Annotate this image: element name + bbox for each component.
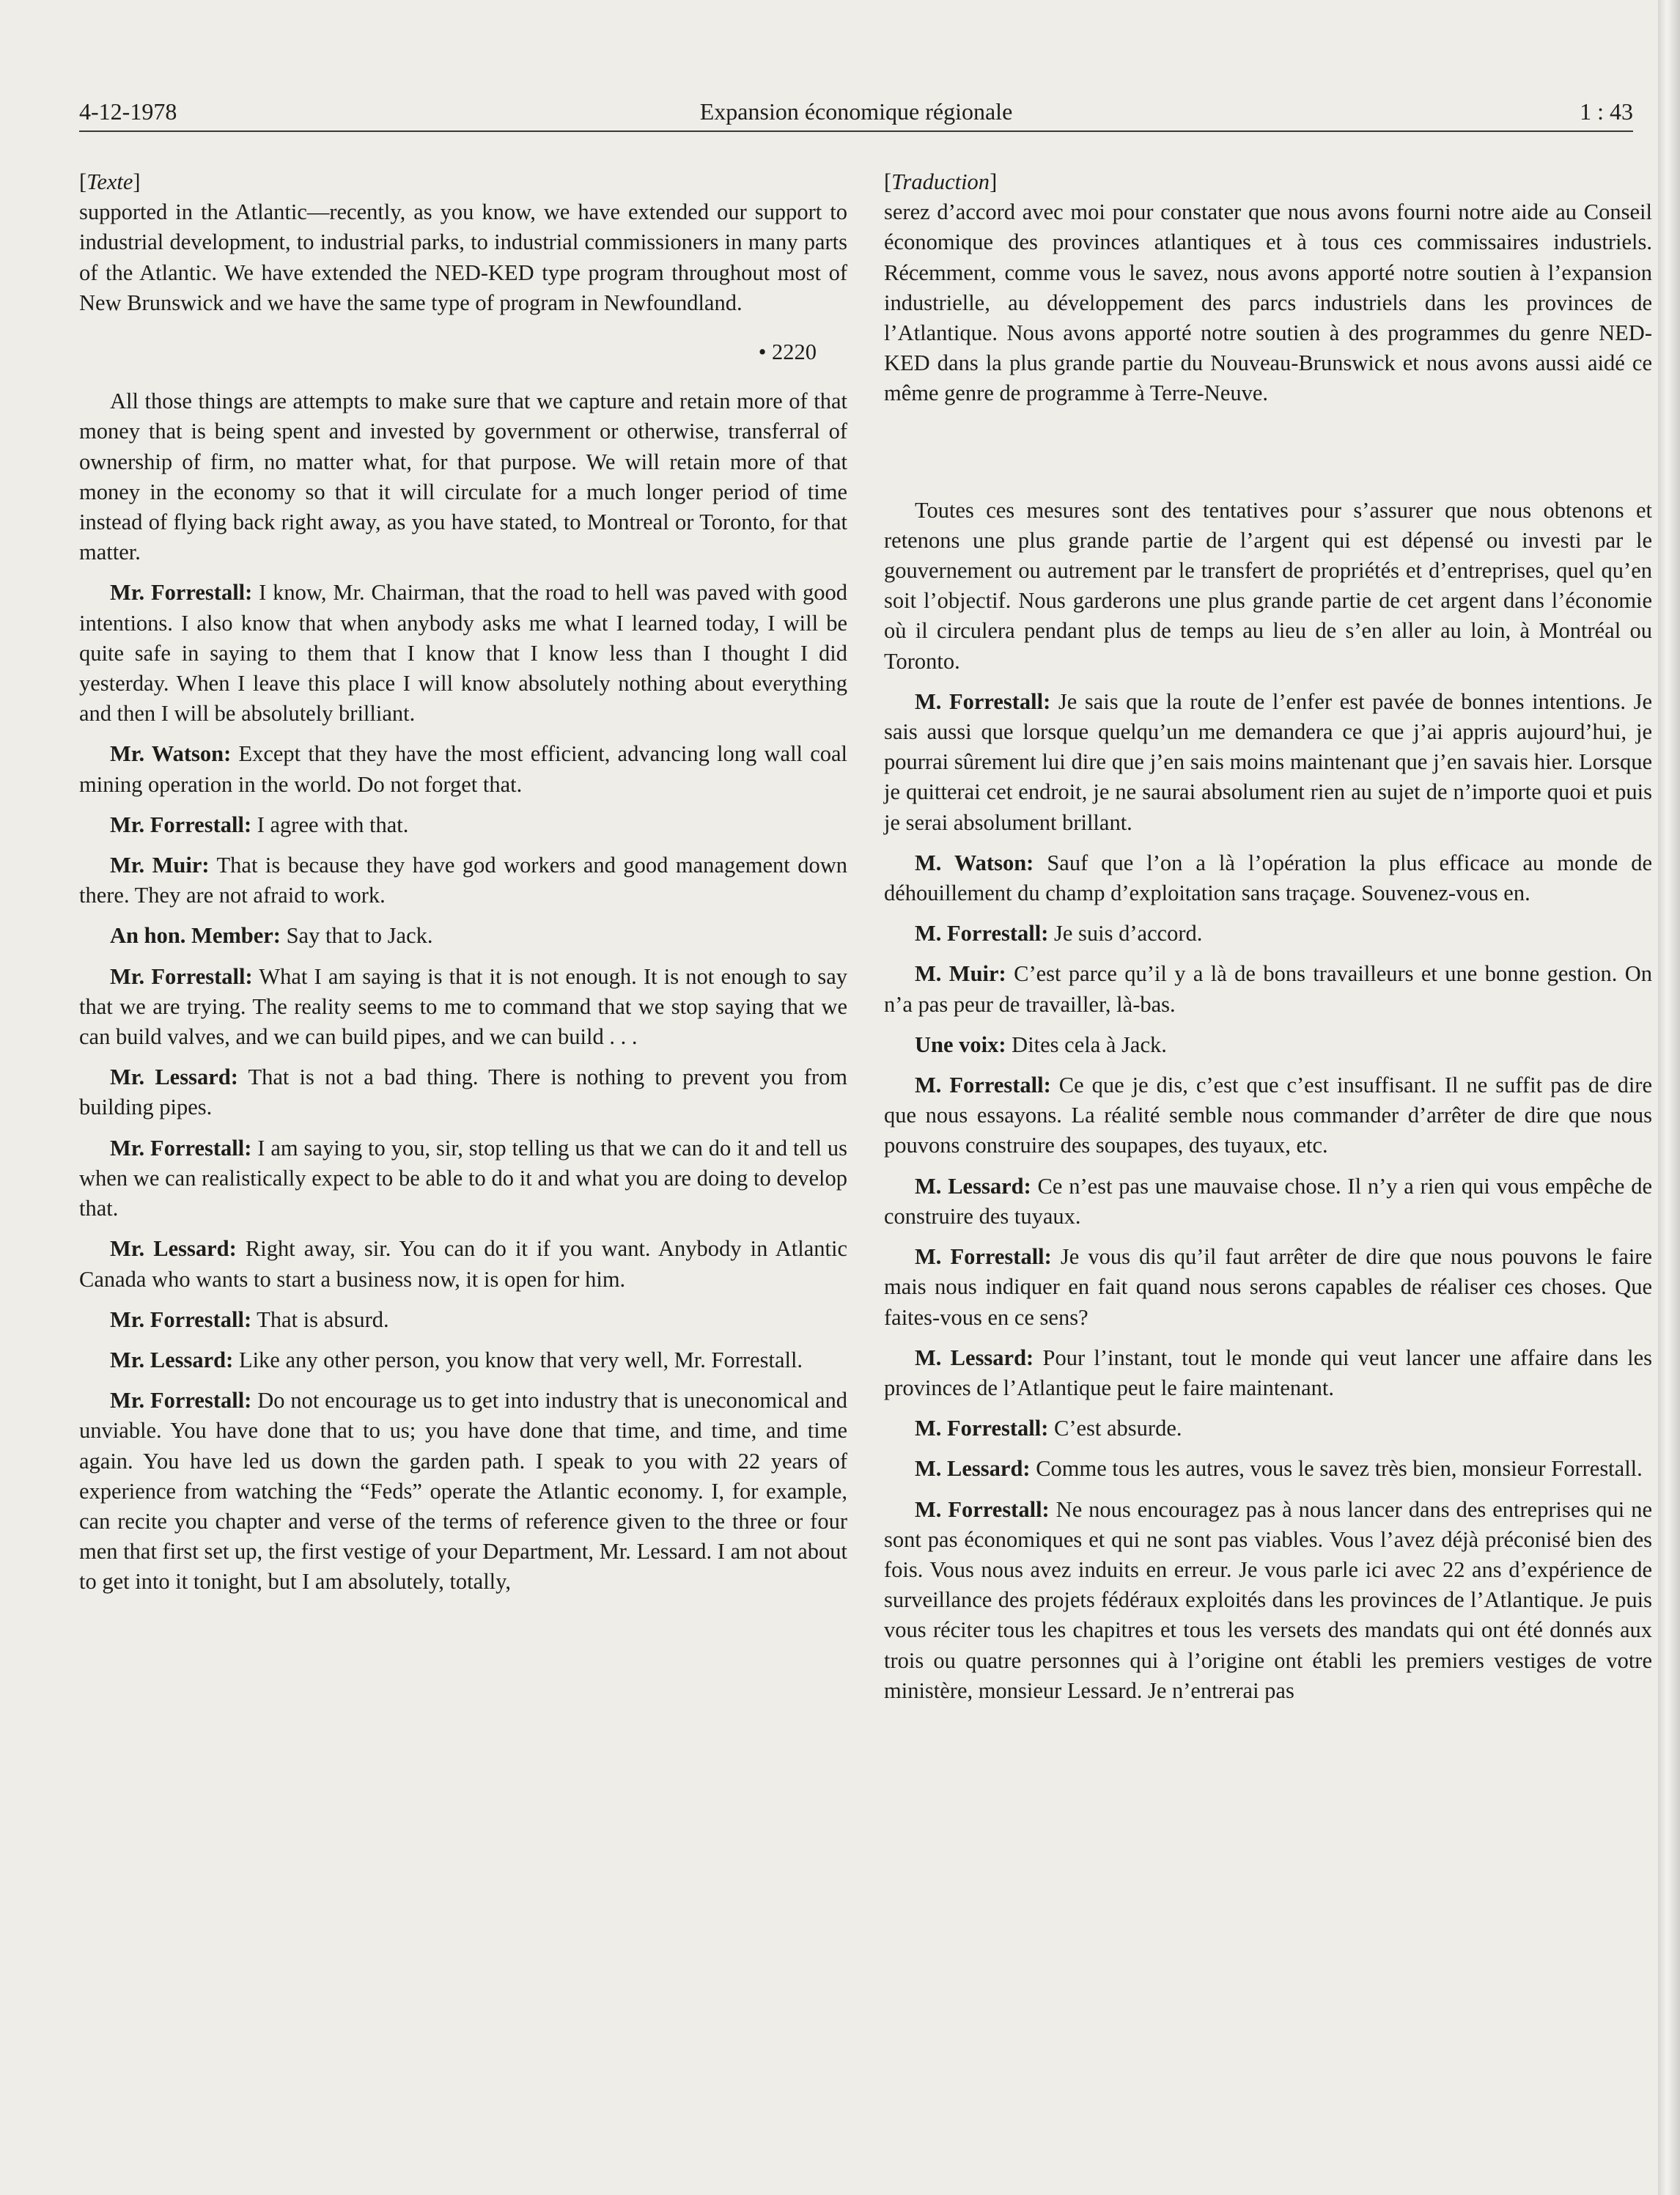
speaker-name: An hon. Member: xyxy=(110,923,281,949)
speech-text: Like any other person, you know that very well, Mr. Forrestall. xyxy=(233,1347,803,1372)
column-gap xyxy=(884,419,1652,496)
speaker-name: M. Muir: xyxy=(915,961,1006,987)
speaker-name: M. Forrestall: xyxy=(915,688,1051,714)
speech-text: Do not encourage us to get into industry that is uneconomical and unviable. You have done that to us; you have done that time, and time, and time again. You have led us down the garden path. I speak to you with 22 years of experience from watching the “Feds” operate the Atlantic economy. I, for example, can recite you chapter and verse of the terms of reference given to the three or four men that first set up, the first vestige of your Department, Mr. Lessard. I am not about to get into it tonight, but I am absolutely, totally, xyxy=(79,1388,847,1595)
speech-paragraph xyxy=(79,1386,847,1597)
speech-text: Right away, sir. You can do it if you want. Anybody in Atlantic Canada who wants to start a business now, it is open for him. xyxy=(79,1236,847,1292)
speech-text: Je sais que la route de l’enfer est pavée de bonnes intentions. Je sais aussi que lorsque quelqu’un me demandera ce que j’ai appris aujourd’hui, je pourrai sûrement lui dire que j’en sais moins maintenant que j’en savais hier. Lorsque je quitterai cet endroit, je ne saurai absolument rien au sujet de n’importe quoi et puis je serai absolument brillant. xyxy=(884,688,1652,835)
speech-text: I agree with that. xyxy=(251,812,409,837)
speaker-name: Mr. Lessard: xyxy=(110,1065,238,1090)
speaker-name: Une voix: xyxy=(915,1032,1006,1057)
speech-paragraph xyxy=(884,1495,1652,1706)
header-rule xyxy=(79,130,1633,132)
speech-paragraph xyxy=(884,848,1652,908)
speech-text: Je suis d’accord. xyxy=(1048,921,1203,946)
section-label-traduction: [Traduction] xyxy=(884,169,998,194)
speech-text: I know, Mr. Chairman, that the road to hell was paved with good intentions. I also know that when anybody asks me what I learned today, I will be quite safe in saying to them that I know that I know less than I thought I did yesterday. When I leave this place I will know absolutely nothing about everything and then I will be absolutely brilliant. xyxy=(79,580,847,727)
page-spine-shadow xyxy=(1658,0,1680,2195)
speaker-name: M. Forrestall: xyxy=(915,921,1049,946)
speech-paragraph xyxy=(884,1070,1652,1161)
speech-text: Ce n’est pas une mauvaise chose. Il n’y a rien qui vous empêche de construire des tuyaux. xyxy=(884,1173,1652,1229)
speech-paragraph xyxy=(79,810,847,840)
paragraph: All those things are attempts to make sure that we capture and retain more of that money that is being spent and invested by government or otherwise, transferral of ownership of firm, no matter what, for that purpose. We will retain more of that money in the economy so that it will circulate for a much longer period of time instead of flying back right away, as you have stated, to Montreal or Toronto, for that matter. xyxy=(79,389,847,565)
speaker-name: Mr. Forrestall: xyxy=(110,1135,252,1161)
speech-paragraph xyxy=(884,1172,1652,1232)
speech-paragraph xyxy=(79,1234,847,1294)
speech-text: C’est parce qu’il y a là de bons travailleurs et une bonne gestion. On n’a pas peur de travailler, là-bas. xyxy=(884,961,1652,1017)
header-date: 4-12-1978 xyxy=(79,98,177,125)
speaker-name: Mr. Forrestall: xyxy=(110,580,253,606)
speaker-name: Mr. Forrestall: xyxy=(110,1306,252,1332)
speaker-name: M. Lessard: xyxy=(915,1345,1034,1370)
speaker-name: M. Lessard: xyxy=(915,1456,1031,1482)
french-column xyxy=(884,167,1652,1716)
speech-text: What I am saying is that it is not enough. It is not enough to say that we are trying. The reality seems to me to command that we stop saying that we can build valves, and we can build pipes, and we can build . . . xyxy=(79,963,847,1050)
time-marker: • 2220 xyxy=(758,339,817,365)
speech-paragraph xyxy=(884,959,1652,1019)
speech-paragraph xyxy=(79,850,847,911)
speaker-name: Mr. Forrestall: xyxy=(110,1388,252,1413)
speech-text: That is absurd. xyxy=(251,1306,389,1332)
speech-text: That is not a bad thing. There is nothing to prevent you from building pipes. xyxy=(79,1065,847,1120)
speaker-name: M. Lessard: xyxy=(915,1173,1031,1199)
speaker-name: M. Forrestall: xyxy=(915,1496,1050,1522)
speech-text: Dites cela à Jack. xyxy=(1006,1032,1167,1057)
speech-paragraph xyxy=(884,1454,1652,1484)
speech-paragraph xyxy=(79,1305,847,1335)
speech-text: Say that to Jack. xyxy=(280,923,433,949)
speech-paragraph xyxy=(884,1242,1652,1333)
speech-paragraph xyxy=(884,687,1652,838)
speech-paragraph xyxy=(79,578,847,729)
speech-paragraph xyxy=(884,1343,1652,1403)
speech-text: Je vous dis qu’il faut arrêter de dire que nous pouvons le faire mais nous indiquer en fait quand nous serons capables de réaliser ces choses. Que faites-vous en ce sens? xyxy=(884,1244,1652,1330)
speaker-name: M. Forrestall: xyxy=(915,1244,1052,1270)
section-label-texte: [Texte] xyxy=(79,169,141,194)
speech-paragraph xyxy=(79,739,847,799)
speech-paragraph xyxy=(79,1133,847,1224)
speaker-name: Mr. Watson: xyxy=(110,741,232,767)
english-column xyxy=(79,167,847,1608)
paragraph: Toutes ces mesures sont des tentatives pour s’assurer que nous obtenons et retenons une plus grande partie de l’argent qui est dépensé ou investi par le gouvernement ou autrement par le transfert de propriétés et d’entreprises, quel qu’en soit l’objectif. Nous garderons une plus grande partie de cet argent dans l’économie où il circulera pendant plus de temps au lieu de s’en aller au loin, à Montréal ou Toronto. xyxy=(884,497,1652,674)
speech-paragraph xyxy=(884,1413,1652,1444)
speaker-name: Mr. Forrestall: xyxy=(110,963,253,989)
speech-paragraph xyxy=(79,1345,847,1375)
speech-text: That is because they have god workers and good management down there. They are not afraid to work. xyxy=(79,853,847,908)
speech-paragraph xyxy=(884,919,1652,949)
speaker-name: M. Forrestall: xyxy=(915,1416,1049,1441)
speech-text: I am saying to you, sir, stop telling us that we can do it and tell us when we can realistically expect to be able to do it and what you are doing to develop that. xyxy=(79,1135,847,1221)
speaker-name: M. Forrestall: xyxy=(915,1073,1051,1098)
speech-paragraph xyxy=(884,1030,1652,1060)
speech-text: Pour l’instant, tout le monde qui veut lancer une affaire dans les provinces de l’Atlantique peut le faire maintenant. xyxy=(884,1345,1652,1400)
speaker-name: Mr. Lessard: xyxy=(110,1347,234,1372)
header-page-number: 1 : 43 xyxy=(1580,98,1633,125)
speech-text: Ne nous encouragez pas à nous lancer dans des entreprises qui ne sont pas économiques et qui ne sont pas viables. Vous l’avez déjà préconisé bien des fois. Vous nous avez induits en erreur. Je vous parle ici avec 22 ans d’expérience de surveillance des projets fédéraux exploités dans les provinces de l’Atlantique. Je puis vous réciter tous les chapitres et tous les versets des mandats qui ont été donnés aux trois ou quatre personnes qui à l’origine ont établi les premiers vestiges de votre ministère, monsieur Lessard. Je n’entrerai pas xyxy=(884,1496,1652,1703)
header-title: Expansion économique régionale xyxy=(699,98,1013,125)
speech-text: Sauf que l’on a là l’opération la plus efficace au monde de déhouillement du champ d’exploitation sans traçage. Souvenez-vous en. xyxy=(884,850,1653,906)
paragraph: supported in the Atlantic—recently, as you know, we have extended our support to industrial development, to industrial parks, to industrial commissioners in many parts of the Atlantic. We have extended the NED-KED type program throughout most of New Brunswick and we have the same type of program in Newfoundland. xyxy=(79,199,847,315)
speech-paragraph xyxy=(79,1062,847,1122)
page-header xyxy=(79,94,1633,129)
paragraph: serez d’accord avec moi pour constater que nous avons fourni notre aide au Conseil économique des provinces atlantiques et à tous ces commissaires industriels. Récemment, comme vous le savez, nous avons apporté notre soutien à l’expansion industrielle, au développement des parcs industriels dans les provinces de l’Atlantique. Nous avons apporté notre soutien à des programmes du genre NED-KED dans la plus grande partie du Nouveau-Brunswick et nous avons aussi aidé ce même genre de programme à Terre-Neuve. xyxy=(884,199,1652,406)
speaker-name: Mr. Muir: xyxy=(110,853,210,878)
speaker-name: Mr. Lessard: xyxy=(110,1236,237,1262)
speech-text: C’est absurde. xyxy=(1048,1416,1182,1441)
speech-paragraph xyxy=(79,921,847,951)
speaker-name: Mr. Forrestall: xyxy=(110,812,252,837)
speech-text: Ce que je dis, c’est que c’est insuffisant. Il ne suffit pas de dire que nous essayons. La réalité semble nous commander d’arrêter de dire que nous pouvons construire des soupapes, des tuyaux, etc. xyxy=(884,1073,1652,1158)
speech-text: Comme tous les autres, vous le savez très bien, monsieur Forrestall. xyxy=(1030,1456,1643,1482)
speech-paragraph xyxy=(79,962,847,1053)
speaker-name: M. Watson: xyxy=(915,850,1034,875)
speech-text: Except that they have the most efficient, advancing long wall coal mining operation in the world. Do not forget that. xyxy=(79,741,848,797)
